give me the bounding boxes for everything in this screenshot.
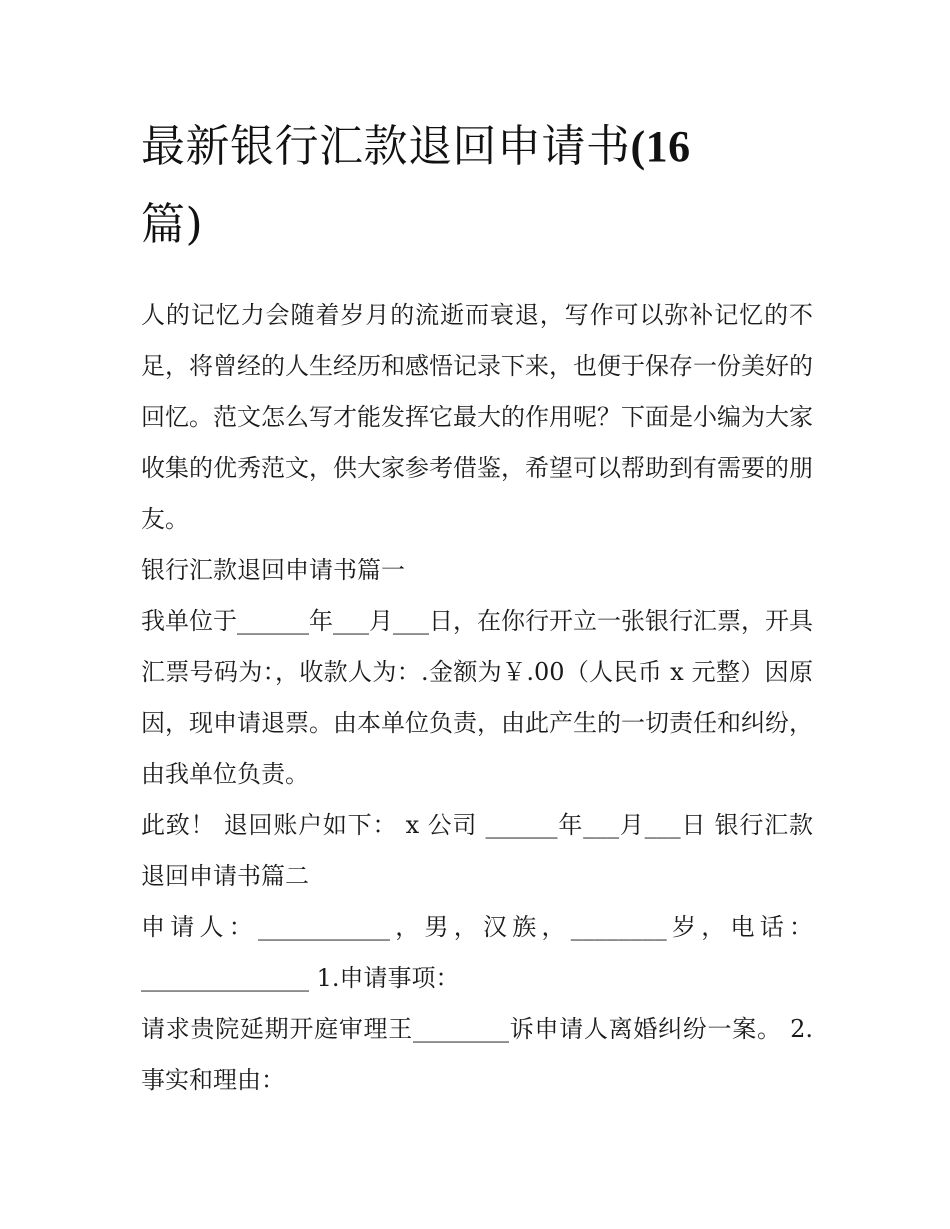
title-text: 最新银行汇款退回申请书 — [141, 121, 631, 172]
document-title — [141, 108, 813, 264]
title-text-line2: 篇) — [141, 199, 204, 250]
body-paragraph: 此致！ 退回账户如下： x 公司 ______年___月___日 银行汇款退回申请书篇二 — [141, 811, 813, 890]
section-heading-1: 银行汇款退回申请书篇一 — [141, 556, 405, 584]
document-page — [141, 108, 813, 1106]
body-paragraph: 我单位于______年___月___日，在你行开立一张银行汇票，开具汇票号码为：，收款人为：.金额为￥.00（人民币 x 元整）因原因，现申请退票。由本单位负责，由此产生的一切责任和纠纷，由我单位负责。 — [141, 607, 813, 788]
body-paragraph: 请求贵院延期开庭审理王________诉申请人离婚纠纷一案。 2.事实和理由： — [141, 1015, 813, 1094]
document-body — [141, 290, 813, 1106]
title-count: (16 — [630, 122, 691, 171]
intro-paragraph: 人的记忆力会随着岁月的流逝而衰退，写作可以弥补记忆的不足，将曾经的人生经历和感悟记录下来，也便于保存一份美好的回忆。范文怎么写才能发挥它最大的作用呢？下面是小编为大家收集的优秀范文，供大家参考借鉴，希望可以帮助到有需要的朋友。 — [141, 301, 813, 533]
body-paragraph: 申请人：___________，男，汉族，________岁，电话：______________ 1.申请事项： — [141, 913, 813, 992]
